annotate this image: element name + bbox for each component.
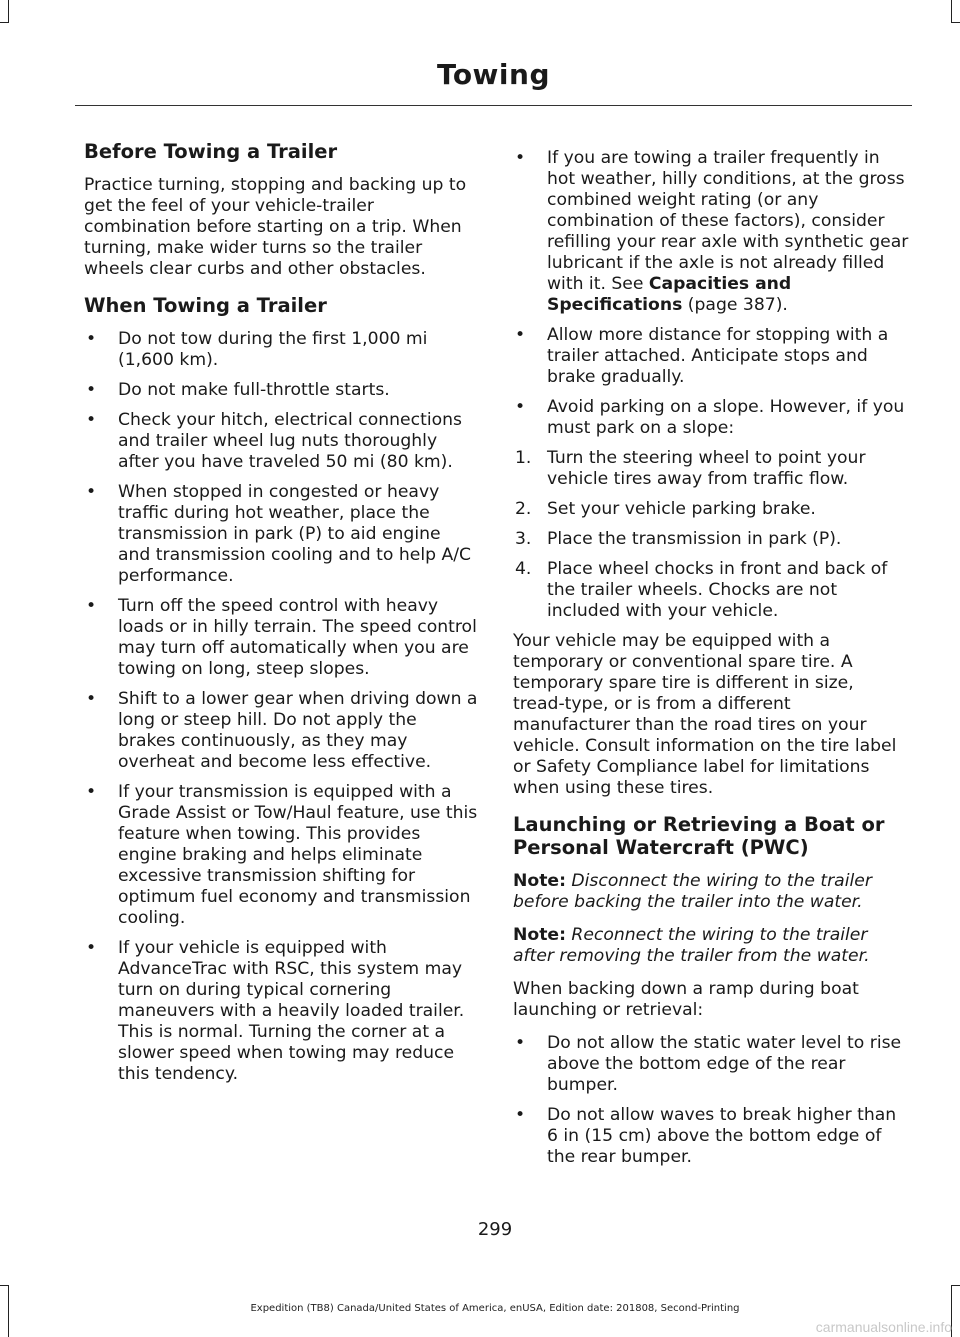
crop-mark [951, 22, 960, 23]
bullet-icon: • [86, 596, 97, 616]
crop-mark [951, 0, 952, 22]
list-item: • When stopped in congested or heavy traffic during hot weather, place the transmission in park (P) to aid engine and transmission cooling and to help A/C performance. [86, 482, 472, 586]
boat-launch-list [513, 1033, 909, 1168]
step-number: 4. [515, 559, 532, 579]
note-label: Note: [513, 925, 566, 945]
bullet-icon: • [515, 1105, 526, 1125]
section-heading-before-towing: Before Towing a Trailer [84, 140, 338, 163]
list-item: • Do not tow during the first 1,000 mi (1,600 km). [86, 329, 428, 370]
step-number: 3. [515, 529, 532, 549]
note [513, 925, 909, 967]
right-column [513, 148, 909, 1177]
numbered-step: 4. Place wheel chocks in front and back of the trailer wheels. Chocks are not included with your vehicle. [515, 559, 888, 621]
note-text: Reconnect the wiring to the trailer after removing the trailer from the water. [513, 925, 870, 966]
list-item: • Do not make full-throttle starts. [86, 380, 390, 400]
towing-list-continued [513, 148, 909, 439]
cross-reference-link[interactable]: Capacities and Specifications [547, 274, 792, 315]
list-item: • Allow more distance for stopping with a trailer attached. Anticipate stops and brake gradually. [515, 325, 889, 387]
bullet-icon: • [515, 148, 526, 168]
spare-tire-paragraph: Your vehicle may be equipped with a temporary or conventional spare tire. A temporary spare tire is different in size, tread-type, or is from a different manufacturer than the road tires on your vehicle. Consult information on the tire label or Safety Compliance label for limitations when using these tires. [513, 631, 897, 798]
step-number: 1. [515, 448, 532, 468]
bullet-icon: • [515, 1033, 526, 1053]
watermark: carmanualsonline.info [815, 1319, 952, 1335]
list-item: • Turn off the speed control with heavy loads or in hilly terrain. The speed control may turn off automatically when you are towing on long, steep slopes. [86, 596, 477, 679]
when-towing-list [84, 329, 478, 1085]
numbered-step: 3. Place the transmission in park (P). [515, 529, 842, 549]
note-label: Note: [513, 871, 566, 891]
list-item: • Do not allow waves to break higher than 6 in (15 cm) above the bottom edge of the rear bumper. [515, 1105, 897, 1167]
numbered-step: 2. Set your vehicle parking brake. [515, 499, 816, 519]
list-item: • If you are towing a trailer frequently in hot weather, hilly conditions, at the gross combined weight rating (or any combination of these factors), consider refilling your rear axle with synthetic gear lubricant if the axle is not already filled with it. See Capacities and Specifications (page 387). [515, 148, 909, 315]
list-item: • If your transmission is equipped with a Grade Assist or Tow/Haul feature, use this feature when towing. This provides engine braking and helps eliminate excessive transmission shifting for optimum fuel economy and transmission cooling. [86, 782, 478, 928]
numbered-step: 1. Turn the steering wheel to point your vehicle tires away from traffic flow. [515, 448, 866, 489]
parking-steps-list [513, 448, 909, 622]
bullet-icon: • [86, 329, 97, 349]
section-heading-when-towing: When Towing a Trailer [84, 294, 327, 317]
bullet-icon: • [86, 410, 97, 430]
bullet-icon: • [515, 397, 526, 417]
crop-mark [0, 1285, 9, 1286]
list-item: • Check your hitch, electrical connections and trailer wheel lug nuts thoroughly after you have traveled 50 mi (80 km). [86, 410, 462, 472]
bullet-icon: • [515, 325, 526, 345]
list-item: • Do not allow the static water level to rise above the bottom edge of the rear bumper. [515, 1033, 902, 1095]
bullet-icon: • [86, 380, 97, 400]
page-title: Towing [436, 58, 550, 91]
footer-edition-info: Expedition (TB8) Canada/United States of America, enUSA, Edition date: 201808, Second-Printing [250, 1303, 740, 1314]
list-item: • Avoid parking on a slope. However, if you must park on a slope: [515, 397, 905, 438]
bullet-icon: • [86, 782, 97, 802]
note-text: Disconnect the wiring to the trailer before backing the trailer into the water. [513, 871, 872, 912]
bullet-icon: • [86, 482, 97, 502]
step-number: 2. [515, 499, 532, 519]
left-column [84, 140, 478, 1094]
list-item: • If your vehicle is equipped with AdvanceTrac with RSC, this system may turn on during typical cornering maneuvers with a heavily loaded trailer. This is normal. Turning the corner at a slower speed when towing may reduce this tendency. [86, 938, 465, 1084]
note [513, 871, 909, 913]
bullet-icon: • [86, 689, 97, 709]
crop-mark [8, 0, 9, 22]
crop-mark [951, 1285, 960, 1286]
page-number: 299 [477, 1219, 513, 1240]
section-heading-boat-launch: Launching or Retrieving a Boat or Personal Watercraft (PWC) [513, 813, 885, 859]
crop-mark [0, 22, 9, 23]
header-divider [75, 105, 912, 106]
list-item: • Shift to a lower gear when driving down a long or steep hill. Do not apply the brakes continuously, as they may overheat and become less effective. [86, 689, 478, 772]
boat-launch-intro: When backing down a ramp during boat launching or retrieval: [513, 979, 859, 1020]
bullet-icon: • [86, 938, 97, 958]
before-towing-paragraph: Practice turning, stopping and backing up to get the feel of your vehicle-trailer combination before starting on a trip. When turning, make wider turns so the trailer wheels clear curbs and other obstacles. [84, 175, 467, 279]
